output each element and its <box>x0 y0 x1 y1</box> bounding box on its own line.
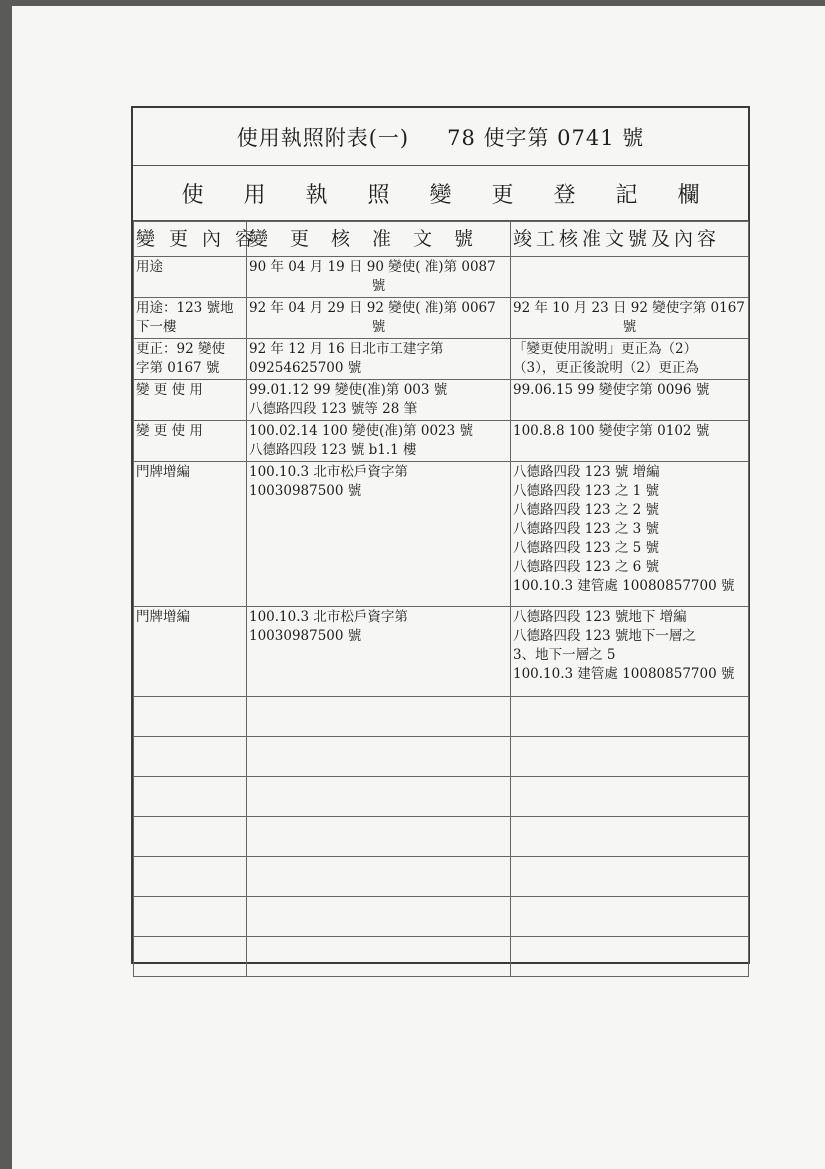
cell-line: 變 更 使 用 <box>136 423 203 439</box>
cell-line: 更正：92 變使 <box>136 341 225 357</box>
cell-line: 號 <box>371 278 386 294</box>
header-content: 變更內容 <box>134 222 247 257</box>
cell-line: 100.10.3 北市松戶資字第 <box>249 464 408 480</box>
cell-content <box>134 257 247 298</box>
table-body <box>134 257 749 977</box>
cell-completion <box>511 462 749 607</box>
cell-line: 八德路四段 123 號地下一層之 <box>513 628 696 644</box>
empty-cell <box>511 857 749 897</box>
cell-line: 號 <box>371 319 386 335</box>
cell-line: 八德路四段 123 號地下 增編 <box>513 609 687 625</box>
cell-content <box>134 380 247 421</box>
cell-line: 100.10.3 建管處 10080857700 號 <box>513 578 735 594</box>
header-completion: 竣工核准文號及內容 <box>511 222 749 257</box>
empty-cell <box>134 817 247 857</box>
cell-completion <box>511 339 749 380</box>
cell-line: 用途：123 號地 <box>136 300 234 316</box>
cell-content <box>134 339 247 380</box>
table-row <box>134 298 749 339</box>
cell-line: （3），更正後說明（2）更正為 <box>513 360 699 376</box>
cell-line: 門牌增編 <box>136 464 190 480</box>
empty-row <box>134 897 749 937</box>
cell-line: 門牌增編 <box>136 609 190 625</box>
table-row <box>134 380 749 421</box>
cell-line: 「變更使用說明」更正為（2） <box>513 341 698 357</box>
empty-cell <box>511 897 749 937</box>
empty-row <box>134 777 749 817</box>
cell-line: 90 年 04 月 19 日 90 變使( 准)第 0087 <box>249 259 496 275</box>
cell-approval <box>247 380 511 421</box>
page-title <box>133 108 748 166</box>
empty-cell <box>247 857 511 897</box>
empty-cell <box>134 897 247 937</box>
empty-row <box>134 737 749 777</box>
license-table <box>131 106 750 964</box>
cell-line: 號 <box>622 319 637 335</box>
cell-approval <box>247 257 511 298</box>
cell-completion <box>511 257 749 298</box>
cell-line: 八德路四段 123 之 1 號 <box>513 483 660 499</box>
cell-line: 10030987500 號 <box>249 483 362 499</box>
header-row <box>134 222 749 257</box>
cell-line: 100.02.14 100 變使(准)第 0023 號 <box>249 423 474 439</box>
cell-line: 用途 <box>136 259 163 275</box>
empty-cell <box>511 937 749 977</box>
cell-line: 八德路四段 123 號等 28 筆 <box>249 401 418 417</box>
empty-cell <box>247 737 511 777</box>
cell-line: 92 年 04 月 29 日 92 變使( 准)第 0067 <box>249 300 496 316</box>
cell-content <box>134 421 247 462</box>
cell-line: 八德路四段 123 號 增編 <box>513 464 660 480</box>
empty-cell <box>134 777 247 817</box>
table-row <box>134 462 749 607</box>
cell-line: 92 年 12 月 16 日北市工建字第 <box>249 341 444 357</box>
empty-cell <box>247 937 511 977</box>
empty-cell <box>247 817 511 857</box>
cell-line: 八德路四段 123 之 5 號 <box>513 540 660 556</box>
empty-row <box>134 937 749 977</box>
cell-line: 100.10.3 北市松戶資字第 <box>249 609 408 625</box>
table-row <box>134 607 749 697</box>
document-paper <box>12 6 825 1169</box>
cell-line: 09254625700 號 <box>249 360 362 376</box>
empty-cell <box>247 777 511 817</box>
empty-row <box>134 697 749 737</box>
title-text: 使用執照附表(一) <box>236 125 410 150</box>
empty-cell <box>134 737 247 777</box>
empty-cell <box>511 697 749 737</box>
empty-cell <box>247 697 511 737</box>
cell-completion <box>511 607 749 697</box>
cell-approval <box>247 421 511 462</box>
cell-content <box>134 462 247 607</box>
empty-cell <box>511 817 749 857</box>
license-number: 78 使字第 0741 號 <box>447 125 645 150</box>
table-row <box>134 421 749 462</box>
empty-row <box>134 817 749 857</box>
cell-line: 99.01.12 99 變使(准)第 003 號 <box>249 382 448 398</box>
empty-row <box>134 857 749 897</box>
cell-content <box>134 607 247 697</box>
cell-line: 變 更 使 用 <box>136 382 203 398</box>
cell-line: 八德路四段 123 之 2 號 <box>513 502 660 518</box>
section-heading: 使用執照變更登記欄 <box>133 166 748 221</box>
empty-cell <box>247 897 511 937</box>
empty-cell <box>134 697 247 737</box>
cell-completion <box>511 380 749 421</box>
empty-cell <box>134 937 247 977</box>
header-approval: 變更核准文號 <box>247 222 511 257</box>
change-record-table <box>133 221 749 977</box>
cell-approval <box>247 607 511 697</box>
cell-line: 下一樓 <box>136 319 177 335</box>
cell-content <box>134 298 247 339</box>
cell-approval <box>247 339 511 380</box>
cell-completion <box>511 298 749 339</box>
cell-line: 八德路四段 123 之 3 號 <box>513 521 660 537</box>
cell-completion <box>511 421 749 462</box>
cell-approval <box>247 298 511 339</box>
cell-line: 100.8.8 100 變使字第 0102 號 <box>513 423 710 439</box>
cell-line: 八德路四段 123 之 6 號 <box>513 559 660 575</box>
cell-line: 10030987500 號 <box>249 628 362 644</box>
empty-cell <box>134 857 247 897</box>
empty-cell <box>511 737 749 777</box>
table-row <box>134 257 749 298</box>
cell-approval <box>247 462 511 607</box>
cell-line: 八德路四段 123 號 b1.1 樓 <box>249 442 417 458</box>
cell-line: 100.10.3 建管處 10080857700 號 <box>513 666 735 682</box>
table-row <box>134 339 749 380</box>
cell-line: 92 年 10 月 23 日 92 變使字第 0167 <box>513 300 745 316</box>
empty-cell <box>511 777 749 817</box>
cell-line: 99.06.15 99 變使字第 0096 號 <box>513 382 710 398</box>
cell-line: 字第 0167 號 <box>136 360 220 376</box>
cell-line: 3、地下一層之 5 <box>513 647 616 663</box>
